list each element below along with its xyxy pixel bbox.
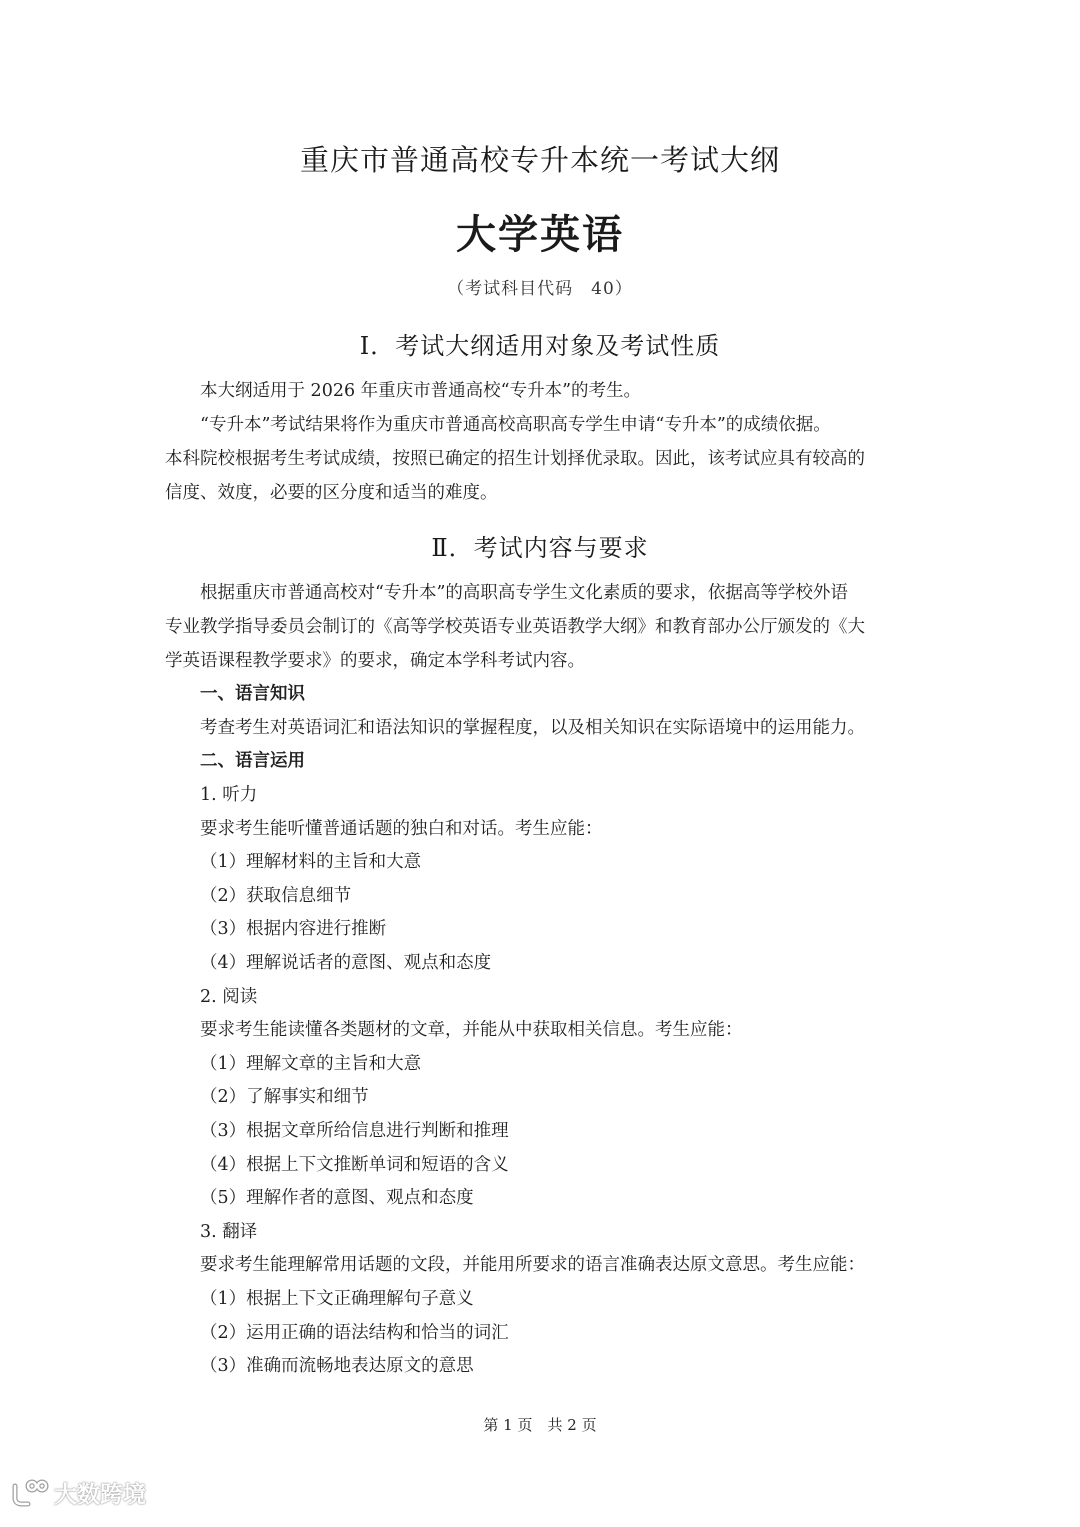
section1-paragraph: 本大纲适用于 2026 年重庆市普通高校“专升本”的考生。 (200, 381, 642, 401)
list-item: （5）理解作者的意图、观点和态度 (200, 1188, 474, 1208)
list-item: （4）根据上下文推断单词和短语的含义 (200, 1155, 509, 1175)
listening-intro: 要求考生能听懂普通话题的独白和对话。考生应能： (200, 819, 603, 839)
list-item: （2）了解事实和细节 (200, 1087, 369, 1107)
list-item: （2）获取信息细节 (200, 886, 352, 906)
list-item: （3）根据文章所给信息进行判断和推理 (200, 1121, 509, 1141)
section2-heading: Ⅱ．考试内容与要求 (431, 534, 649, 562)
list-item: （1）理解文章的主旨和大意 (200, 1054, 422, 1074)
watermark-text: 大数跨境 (54, 1482, 146, 1508)
list-item: （1）根据上下文正确理解句子意义 (200, 1289, 474, 1309)
list-item: （3）根据内容进行推断 (200, 919, 387, 939)
listening-heading: 1. 听力 (200, 785, 258, 805)
subject-code: （考试科目代码 40） (447, 279, 633, 299)
part1-heading: 一、语言知识 (200, 684, 305, 704)
list-item: （4）理解说话者的意图、观点和态度 (200, 953, 492, 973)
section1-paragraph: “专升本”考试结果将作为重庆市普通高校高职高专学生申请“专升本”的成绩依据。 (200, 415, 831, 435)
section2-intro-line: 根据重庆市普通高校对“专升本”的高职高专学生文化素质的要求，依据高等学校外语 (200, 583, 848, 603)
page-number: 第 1 页 共 2 页 (483, 1416, 597, 1434)
document-title: 重庆市普通高校专升本统一考试大纲 (299, 143, 780, 177)
section1-heading: Ⅰ．考试大纲适用对象及考试性质 (359, 332, 721, 360)
part2-heading: 二、语言运用 (200, 751, 305, 771)
section1-paragraph: 信度、效度，必要的区分度和适当的难度。 (165, 483, 498, 503)
translation-heading: 3. 翻译 (200, 1222, 258, 1242)
reading-heading: 2. 阅读 (200, 987, 258, 1007)
list-item: （3）准确而流畅地表达原文的意思 (200, 1356, 474, 1376)
translation-intro: 要求考生能理解常用话题的文段，并能用所要求的语言准确表达原文意思。考生应能： (200, 1255, 865, 1275)
part1-text: 考查考生对英语词汇和语法知识的掌握程度，以及相关知识在实际语境中的运用能力。 (200, 718, 865, 738)
list-item: （1）理解材料的主旨和大意 (200, 852, 422, 872)
reading-intro: 要求考生能读懂各类题材的文章，并能从中获取相关信息。考生应能： (200, 1020, 743, 1040)
section2-intro-line: 学英语课程教学要求》的要求，确定本学科考试内容。 (165, 651, 585, 671)
subject-title: 大学英语 (456, 211, 624, 258)
watermark (10, 1476, 146, 1509)
section1-paragraph: 本科院校根据考生考试成绩，按照已确定的招生计划择优录取。因此，该考试应具有较高的 (165, 449, 865, 469)
brand-logo-icon (10, 1478, 50, 1508)
list-item: （2）运用正确的语法结构和恰当的词汇 (200, 1323, 509, 1343)
section2-intro-line: 专业教学指导委员会制订的《高等学校英语专业英语教学大纲》和教育部办公厅颁发的《大 (165, 617, 865, 637)
